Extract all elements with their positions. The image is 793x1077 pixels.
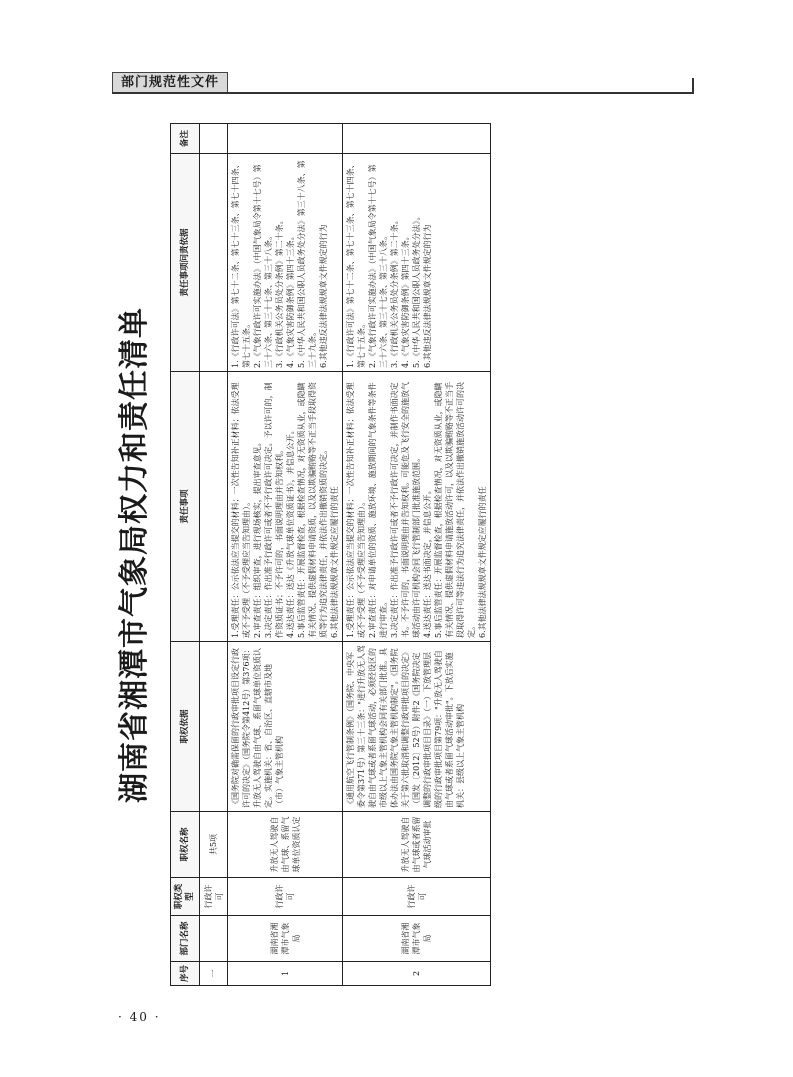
- row-responsibilities: [228, 372, 343, 642]
- col-header-type: 职权类型: [171, 878, 200, 916]
- row-seq: 2: [343, 962, 491, 986]
- row-responsibilities: [343, 372, 491, 642]
- col-header-dept: 部门名称: [171, 916, 200, 962]
- col-header-basis: 职权依据: [171, 642, 200, 812]
- accountability-item: 3.《行政机关公务员处分条例》第二十条。: [275, 216, 284, 368]
- responsibility-item: 5.事后监管责任：开展监督检查，根据检查情况，对无资质从业，或隐瞒有关情况、提供虚假材料申请资质，以及以欺骗贿赂等不正当手段取得资质等行为追究法律责任，并依法作出撤销资质的决定。: [297, 382, 328, 638]
- accountability-item: 2.《气象行政许可实施办法》（中国气象局令第十七号）第三十六条、第三十七条、第三十八条。: [368, 164, 388, 368]
- summary-accountability: [200, 154, 228, 372]
- row-type: 行政许可: [343, 878, 491, 916]
- row-accountability: [228, 154, 343, 372]
- responsibility-item: 4.送达责任：送达《升放气球单位资质证书》，并信息公开。: [286, 426, 295, 638]
- row-accountability: [343, 154, 491, 372]
- row-dept: 湖南省湘潭市气象局: [343, 916, 491, 962]
- row-power-basis: 《通用航空飞行管制条例》（国务院、中央军委令第371号）第三十三条："进行升放无人驾驶自由气球或者系留气球活动，必须经设区的市级以上气象主管机构会同有关部门批准。具体办法由国务院气象主管机构制定"。《国务院关于第六批取消和调整行政审批项目的决定》（国发〔2012〕52号）附件2《国务院决定调整的行政审批项目目录》（一）下放管理层级的行政审批项目第79项："升放无人驾驶自由气球或者系留气球活动审批"。下放后实施机关：县级以上气象主管机构: [343, 642, 491, 812]
- accountability-item: 5.《中华人民共和国公职人员政务处分法》。: [412, 212, 421, 368]
- col-header-note: 备注: [171, 124, 200, 154]
- row-type: 行政许可: [228, 878, 343, 916]
- accountability-item: 1.《行政许可法》第七十二条、第七十三条、第七十四条、第七十五条。: [346, 160, 366, 368]
- responsibility-item: 6.其他法律法规规章文件规定应履行的责任: [478, 486, 487, 638]
- summary-note: [200, 124, 228, 154]
- summary-dept: [200, 916, 228, 962]
- responsibility-item: 6.其他法律法规规章文件规定应履行的责任: [330, 486, 339, 638]
- accountability-item: 6.其他违反法律法规规章文件规定的行为: [423, 224, 432, 368]
- summary-name: 共5项: [200, 812, 228, 878]
- section-label: 部门规范性文件: [112, 72, 228, 94]
- responsibility-item: 4.送达责任：送达书面决定，并信息公开。: [423, 486, 432, 638]
- responsibility-item: 3.决定责任：作出准予行政许可或者不予行政许可决定。予以许可的，制作资质证书；不予许可的，书面说明理由并告知权利。: [264, 382, 284, 638]
- summary-basis: [200, 642, 228, 812]
- section-header: [112, 70, 694, 96]
- responsibility-item: 2.审查责任：对申请单位的资质、施放环境、施放期间的气象条件等条件进行审查。: [368, 382, 388, 638]
- row-note: [343, 124, 491, 154]
- col-header-name: 职权名称: [171, 812, 200, 878]
- responsibility-item: 1.受理责任：公示依法应当提交的材料；一次性告知补正材料；依法受理或不予受理（不予受理应当告知理由）。: [346, 382, 366, 638]
- accountability-item: 3.《行政机关公务员处分条例》第二十条。: [390, 216, 399, 368]
- row-power-basis: 《国务院对确需保留的行政审批项目设定行政许可的决定》（国务院令第412号）第376项：升放无人驾驶自由气球、系留气球单位资质认定。实施机关：省、自治区、直辖市及地（市）气象主管机构: [228, 642, 343, 812]
- col-header-accountability: 责任事项问责依据: [171, 154, 200, 372]
- rotated-page-content: [100, 114, 696, 996]
- row-seq: 1: [228, 962, 343, 986]
- summary-seq: 一: [200, 962, 228, 986]
- row-power-name: 升放无人驾驶自由气球、系留气球单位资质认定: [228, 812, 343, 878]
- table-header-row: [171, 124, 200, 986]
- accountability-item: 1.《行政许可法》第七十二条、第七十三条、第七十四条、第七十五条。: [231, 160, 251, 368]
- accountability-item: 4.《气象灾害防御条例》第四十三条。: [286, 232, 295, 368]
- page-number: · 40 ·: [118, 1010, 161, 1024]
- summary-type: 行政许可: [200, 878, 228, 916]
- col-header-seq: 序号: [171, 962, 200, 986]
- responsibility-item: 2.审查责任：组织审查，进行现场核实，提出审查意见。: [253, 438, 262, 638]
- power-responsibility-table: [170, 123, 491, 986]
- header-rule-tick: [692, 78, 694, 94]
- header-rule: [112, 92, 694, 94]
- table-row: [228, 124, 343, 986]
- accountability-item: 4.《气象灾害防御条例》第四十三条。: [401, 232, 410, 368]
- responsibility-item: 5.事后监管责任：开展监督检查，根据检查情况，对无资质从业，或隐瞒有关情况、提供虚假材料申请施放活动许可，以及以欺骗贿赂等不正当手段取得许可等违法行为追究法律责任，并依法作出撤销施放活动许可的决定。: [434, 382, 476, 638]
- col-header-responsibility: 责任事项: [171, 372, 200, 642]
- document-title: 湖南省湘潭市气象局权力和责任清单: [117, 307, 152, 803]
- table-row: [343, 124, 491, 986]
- row-dept: 湖南省湘潭市气象局: [228, 916, 343, 962]
- accountability-item: 6.其他违反法律法规规章文件规定的行为: [319, 224, 328, 368]
- summary-row: [200, 124, 228, 986]
- row-power-name: 升放无人驾驶自由气球或者系留气球活动审批: [343, 812, 491, 878]
- responsibility-item: 1.受理责任：公示依法应当提交的材料；一次性告知补正材料；依法受理或不予受理（不予受理应当告知理由）。: [231, 382, 251, 638]
- accountability-item: 2.《气象行政许可实施办法》（中国气象局令第十七号）第三十六条、第三十七条、第三十八条。: [253, 164, 273, 368]
- rotated-frame: [100, 114, 696, 996]
- row-note: [228, 124, 343, 154]
- accountability-item: 5.《中华人民共和国公职人员政务处分法》第三十八条、第三十九条。: [297, 160, 317, 368]
- summary-resp: [200, 372, 228, 642]
- responsibility-item: 3.决定责任：作出准予行政许可或者不予行政许可决定，并制作书面决定书。不予许可的，书面说明理由并告知权利。可能危及飞行安全的施放气球活动由许可机构会同飞行管制部门批准施放范围。: [390, 382, 421, 638]
